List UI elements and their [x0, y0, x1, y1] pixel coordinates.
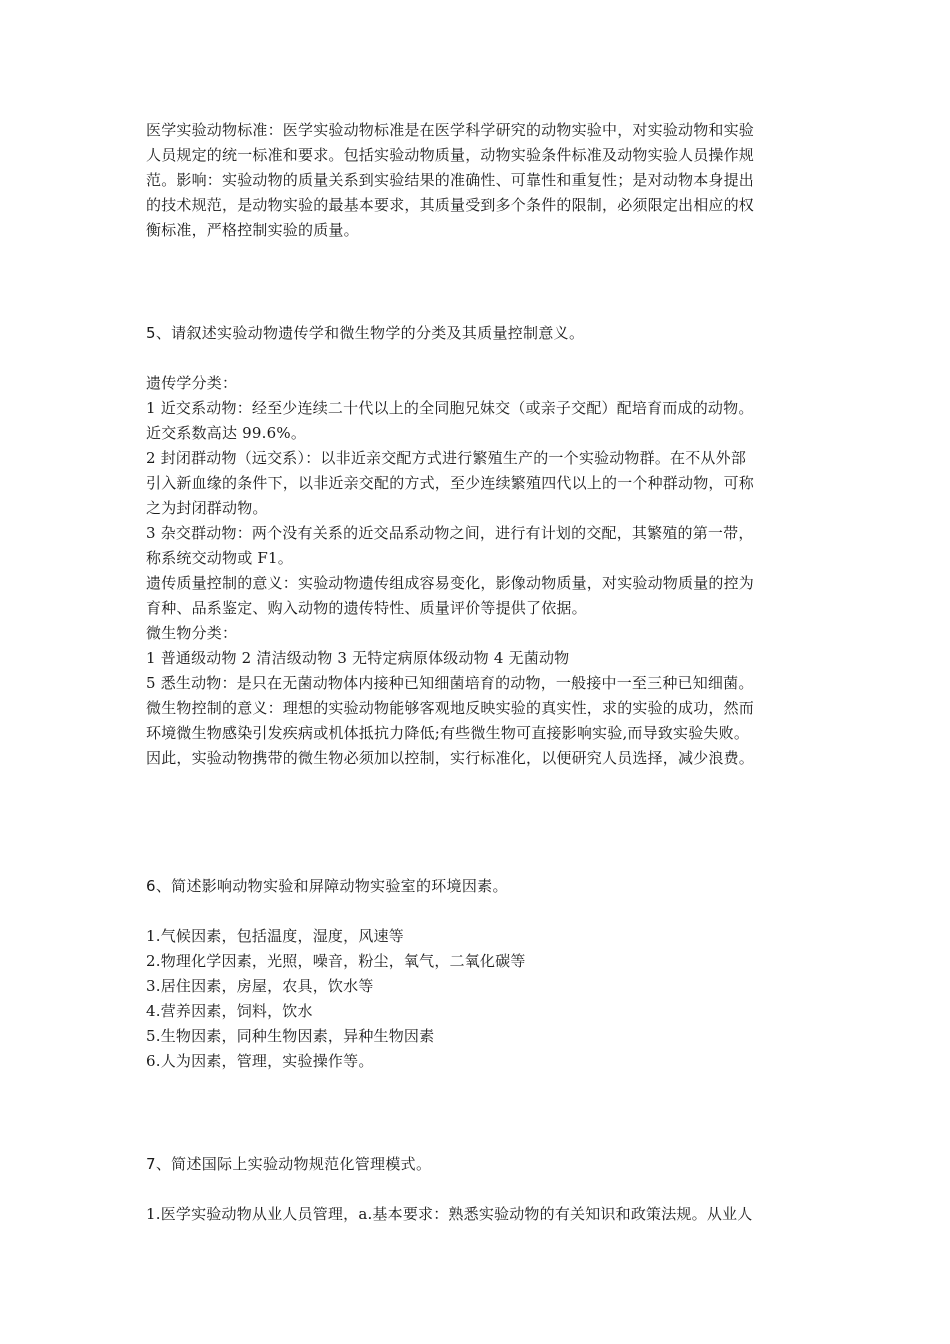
answer-line: 引入新血缘的条件下，以非近亲交配的方式，至少连续繁殖四代以上的一个种群动物，可称 [146, 474, 755, 492]
answer-line: 4.营养因素，饲料，饮水 [146, 1002, 313, 1020]
answer-line: 微生物分类： [146, 624, 238, 642]
intro-paragraph [146, 118, 816, 243]
question-5-heading [146, 321, 816, 346]
answer-line: 近交系数高达 99.6%。 [146, 424, 307, 442]
question-title: 、简述影响动物实验和屏障动物实验室的环境因素。 [155, 877, 508, 895]
question-7-section [146, 1152, 816, 1227]
answer-line: 3 杂交群动物：两个没有关系的近交品系动物之间，进行有计划的交配，其繁殖的第一带， [146, 524, 754, 542]
question-6-section [146, 874, 816, 1074]
answer-line: 1 普通级动物 2 清洁级动物 3 无特定病原体级动物 4 无菌动物 [146, 649, 570, 667]
answer-line: 5.生物因素，同种生物因素，异种生物因素 [146, 1027, 435, 1045]
answer-line: 1 近交系动物：经至少连续二十代以上的全同胞兄妹交（或亲子交配）配培育而成的动物。 [146, 399, 754, 417]
answer-line: 1.气候因素，包括温度，湿度，风速等 [146, 927, 404, 945]
answer-line: 称系统交动物或 F1。 [146, 549, 293, 567]
spacer [146, 899, 816, 924]
question-number: 5 [146, 324, 156, 342]
question-title: 、请叙述实验动物遗传学和微生物学的分类及其质量控制意义。 [155, 324, 585, 342]
intro-line: 医学实验动物标准：医学实验动物标准是在医学科学研究的动物实验中，对实验动物和实验 [146, 121, 755, 139]
question-6-heading [146, 874, 816, 899]
answer-line: 微生物控制的意义：理想的实验动物能够客观地反映实验的真实性，求的实验的成功，然而 [146, 699, 755, 717]
question-number: 7 [146, 1155, 156, 1173]
spacer [146, 346, 816, 371]
question-5-section [146, 321, 816, 771]
spacer [146, 1177, 816, 1202]
answer-line: 2.物理化学因素，光照，噪音，粉尘，氧气，二氧化碳等 [146, 952, 526, 970]
answer-line: 6.人为因素，管理，实验操作等。 [146, 1052, 374, 1070]
intro-line: 的技术规范，是动物实验的最基本要求，其质量受到多个条件的限制，必须限定出相应的权 [146, 196, 755, 214]
question-number: 6 [146, 877, 156, 895]
answer-line: 环境微生物感染引发疾病或机体抵抗力降低;有些微生物可直接影响实验,而导致实验失败。 [146, 724, 750, 742]
intro-line: 范。影响：实验动物的质量关系到实验结果的准确性、可靠性和重复性；是对动物本身提出 [146, 171, 755, 189]
answer-line: 5 悉生动物：是只在无菌动物体内接种已知细菌培育的动物，一般接中一至三种已知细菌。 [146, 674, 754, 692]
answer-line: 育种、品系鉴定、购入动物的遗传特性、质量评价等提供了依据。 [146, 599, 587, 617]
question-7-heading [146, 1152, 816, 1177]
answer-line: 1.医学实验动物从业人员管理，a.基本要求：熟悉实验动物的有关知识和政策法规。从业人 [146, 1205, 753, 1223]
intro-line: 衡标准，严格控制实验的质量。 [146, 221, 359, 239]
answer-line: 遗传质量控制的意义：实验动物遗传组成容易变化，影像动物质量，对实验动物质量的控为 [146, 574, 755, 592]
answer-line: 3.居住因素，房屋，农具，饮水等 [146, 977, 374, 995]
answer-line: 之为封闭群动物。 [146, 499, 268, 517]
answer-line: 因此，实验动物携带的微生物必须加以控制，实行标准化，以便研究人员选择，减少浪费。 [146, 749, 755, 767]
question-title: 、简述国际上实验动物规范化管理模式。 [155, 1155, 432, 1173]
answer-line: 2 封闭群动物（远交系）：以非近亲交配方式进行繁殖生产的一个实验动物群。在不从外部 [146, 449, 747, 467]
answer-line: 遗传学分类： [146, 374, 238, 392]
intro-line: 人员规定的统一标准和要求。包括实验动物质量，动物实验条件标准及动物实验人员操作规 [146, 146, 755, 164]
